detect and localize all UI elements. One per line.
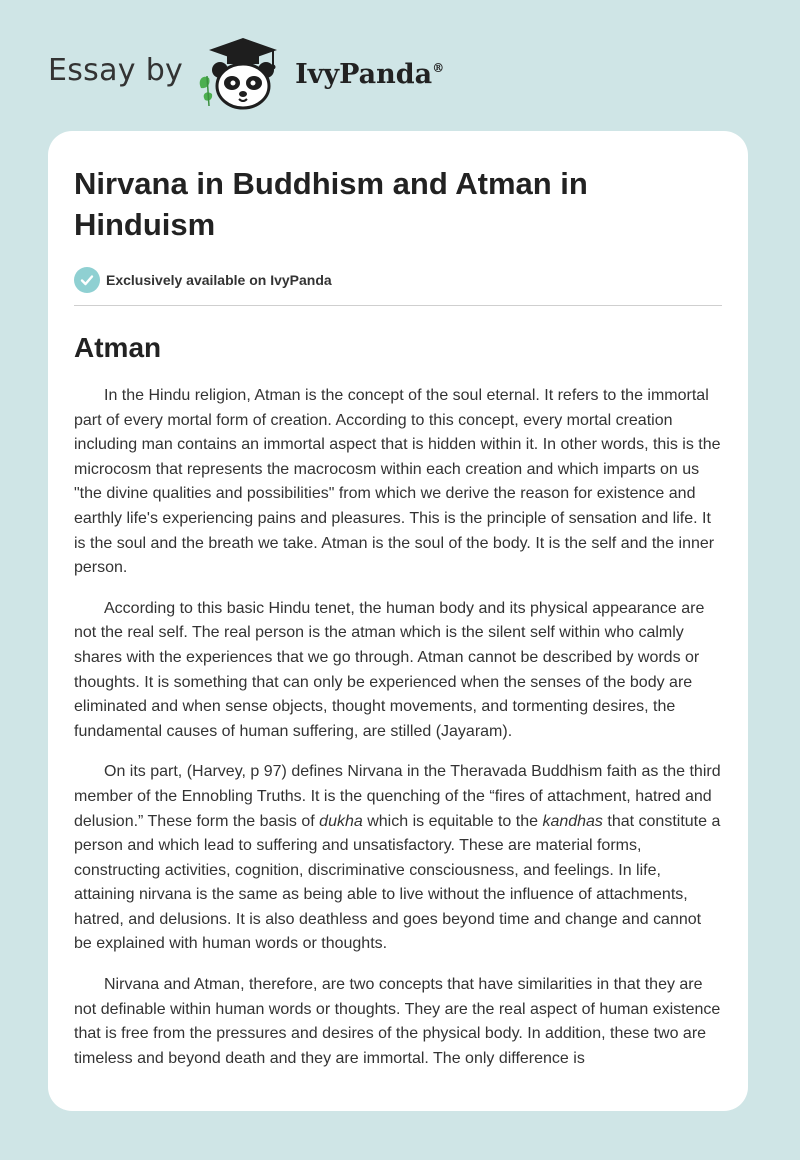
paragraph-4: Nirvana and Atman, therefore, are two concepts that have similarities in that they are not definable within human words or thoughts. They are the real aspect of human existence that is free from the pressures and desires of the physical body. In addition, these two are timeless and beyond death and they are immortal. The only difference is: [74, 976, 721, 1067]
exclusive-text: Exclusively available on IvyPanda: [106, 272, 332, 288]
brand-prefix: Essay by: [48, 52, 184, 88]
term-kandhas: kandhas: [542, 812, 603, 830]
paragraph-1: In the Hindu religion, Atman is the concept of the soul eternal. It refers to the immortal part of every mortal form of creation. According to this concept, every mortal creation including man contains an immortal aspect that is hidden within it. In other words, this is the microcosm that represents the macrocosm within each creation and which imparts on us "the divine qualities and possibilities" from which we derive the reason for existence and earthly life's experiencing pains and pleasures. This is the principle of sensation and life. It is the soul and the breath we take. Atman is the soul of the body. It is the self and the inner person.: [74, 387, 721, 577]
checkmark-icon: [74, 267, 100, 293]
panda-mascot-icon: [195, 36, 291, 110]
registered-mark: ®: [432, 60, 445, 75]
divider: [74, 305, 722, 306]
essay-card: [48, 131, 748, 1111]
term-dukha: dukha: [319, 812, 363, 830]
brand-name: IvyPanda®: [295, 58, 445, 90]
exclusive-badge: [74, 267, 722, 293]
paragraph-2: According to this basic Hindu tenet, the human body and its physical appearance are not the real self. The real person is the atman which is the silent self within who calmly shares with the experiences that we go through. Atman cannot be described by words or thoughts. It is something that can only be experienced when the senses of the body are eliminated and when sense objects, thought movements, and tormenting desires, the fundamental causes of human suffering, are stilled (Jayaram).: [74, 599, 705, 740]
brand-logo[interactable]: [48, 36, 444, 110]
essay-body: [74, 384, 722, 1071]
page-title: Nirvana in Buddhism and Atman in Hinduism: [74, 166, 588, 242]
section-heading: Atman: [74, 332, 162, 363]
paragraph-3: On its part, (Harvey, p 97) defines Nirvana in the Theravada Buddhism faith as the third member of the Ennobling Truths. It is the quenching of the “fires of attachment, hatred and delusion.” These form the basis of dukha which is equitable to the kandhas that constitute a person and which lead to suffering and unsatisfactory. These are material forms, constructing activities, cognition, discriminative consciousness, and feelings. In life, attaining nirvana is the same as being able to live without the influence of attachments, hatred, and delusions. It is also deathless and goes beyond time and change and cannot be explained with human words or thoughts.: [74, 763, 721, 953]
